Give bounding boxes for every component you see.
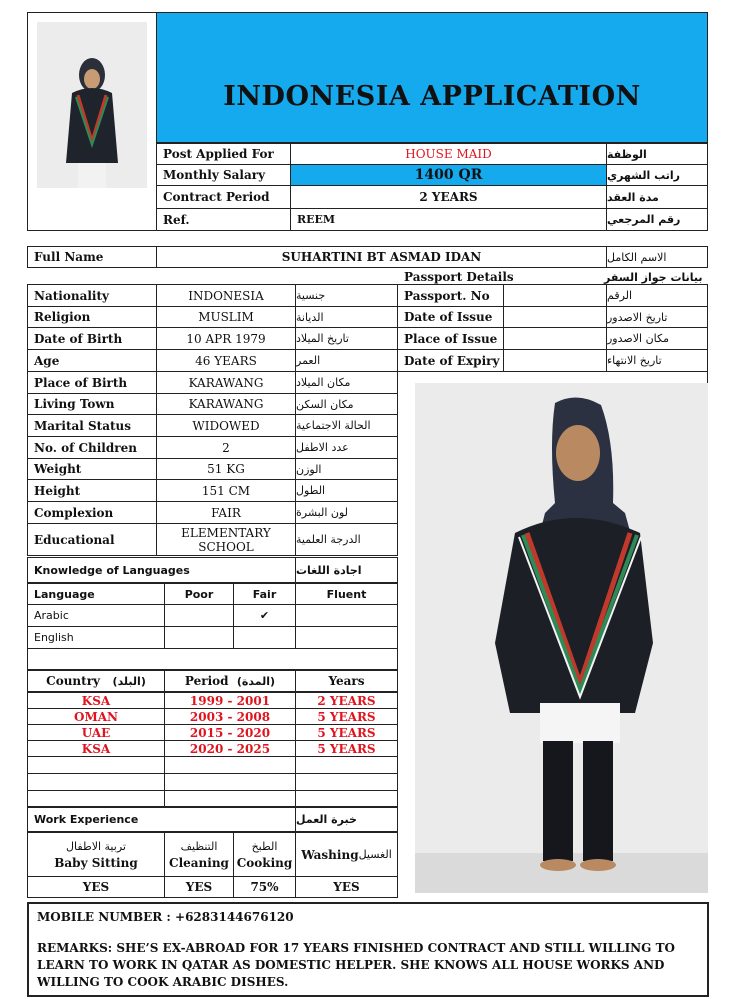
passport-label: Date of Expiry — [397, 349, 504, 372]
language-name: English — [27, 626, 165, 649]
personal-value: KARAWANG — [156, 371, 296, 394]
exp-country: KSA — [27, 692, 165, 709]
exp-years: 2 YEARS — [295, 692, 398, 709]
full-name-label-ar: الاسم الكامل — [606, 246, 708, 268]
photo-frame-large — [415, 383, 708, 893]
skill-header — [233, 832, 296, 877]
passport-label-ar: مكان الاصدور — [606, 327, 708, 350]
personal-label-ar: الديانة — [295, 306, 398, 328]
skill-value: YES — [164, 876, 234, 898]
personal-value: 151 CM — [156, 479, 296, 502]
exp-empty-cell — [164, 756, 296, 774]
fluent-cell — [295, 626, 398, 649]
personal-value: 51 KG — [156, 458, 296, 480]
personal-value: 46 YEARS — [156, 349, 296, 372]
personal-label: Weight — [27, 458, 157, 480]
personal-label: No. of Children — [27, 436, 157, 459]
personal-value: FAIR — [156, 501, 296, 524]
exp-period: 2020 - 2025 — [164, 740, 296, 757]
personal-label-ar: مكان الميلاد — [295, 371, 398, 394]
passport-label: Date of Issue — [397, 306, 504, 328]
skill-value: 75% — [233, 876, 296, 898]
skill-label: Washing — [301, 847, 359, 862]
personal-label: Age — [27, 349, 157, 372]
personal-value: ELEMENTARY SCHOOL — [156, 523, 296, 556]
fair-cell — [233, 626, 296, 649]
contract-label-ar: مدة العقد — [606, 185, 708, 209]
passport-label: Passport. No — [397, 284, 504, 307]
exp-empty-cell — [295, 756, 398, 774]
full-name-value: SUHARTINI BT ASMAD IDAN — [156, 246, 607, 268]
personal-label: Date of Birth — [27, 327, 157, 350]
language-col-header: Language — [27, 583, 165, 605]
personal-value: 2 — [156, 436, 296, 459]
contract-value: 2 YEARS — [290, 185, 607, 209]
personal-value: KARAWANG — [156, 393, 296, 415]
passport-value — [503, 306, 607, 328]
period-col-label-ar: (المدة) — [236, 674, 276, 688]
salary-value: 1400 QR — [290, 164, 607, 186]
personal-value: WIDOWED — [156, 414, 296, 437]
exp-empty-cell — [27, 756, 165, 774]
remarks: REMARKS: SHE’S EX-ABROAD FOR 17 YEARS FINISHED CONTRACT AND STILL WILLING TO LEARN TO WORK IN QATAR AS DOMESTIC HELPER. SHE KNOWS ALL HOUSE WORKS AND WILLING TO COOK ARABIC DISHES. — [37, 941, 675, 989]
photo-frame-small — [27, 12, 157, 231]
fluent-col-header: Fluent — [295, 583, 398, 605]
fluent-cell — [295, 604, 398, 627]
exp-years: 5 YEARS — [295, 708, 398, 725]
passport-heading-ar: بيانات جواز السفر — [604, 270, 703, 284]
period-col-label: Period — [184, 674, 229, 688]
skill-value: YES — [295, 876, 398, 898]
work-heading-ar: خبرة العمل — [295, 806, 398, 832]
ref-label: Ref. — [156, 208, 291, 231]
post-label: Post Applied For — [156, 143, 291, 165]
personal-value: 10 APR 1979 — [156, 327, 296, 350]
fair-col-header: Fair — [233, 583, 296, 605]
years-col-header: Years — [295, 670, 398, 692]
personal-value: MUSLIM — [156, 306, 296, 328]
languages-heading-ar: اجادة اللغات — [295, 557, 398, 583]
languages-heading: Knowledge of Languages — [27, 557, 296, 583]
exp-country: OMAN — [27, 708, 165, 725]
passport-label-ar: الرقم — [606, 284, 708, 307]
skill-label: Baby Sitting — [54, 855, 138, 870]
personal-label: Place of Birth — [27, 371, 157, 394]
personal-label: Educational — [27, 523, 157, 556]
personal-label-ar: الحالة الاجتماعية — [295, 414, 398, 437]
ref-value: REEM — [290, 208, 607, 231]
post-value: HOUSE MAID — [290, 143, 607, 165]
personal-value: INDONESIA — [156, 284, 296, 307]
language-name: Arabic — [27, 604, 165, 627]
passport-value — [503, 327, 607, 350]
exp-period: 2003 - 2008 — [164, 708, 296, 725]
passport-value — [503, 284, 607, 307]
skill-label-ar: التنظيف — [180, 839, 218, 853]
passport-value — [503, 349, 607, 372]
poor-cell — [164, 626, 234, 649]
salary-label: Monthly Salary — [156, 164, 291, 186]
personal-label-ar: لون البشرة — [295, 501, 398, 524]
exp-years: 5 YEARS — [295, 724, 398, 741]
passport-label: Place of Issue — [397, 327, 504, 350]
exp-empty-cell — [295, 773, 398, 791]
passport-heading: Passport Details — [404, 270, 514, 284]
exp-country: KSA — [27, 740, 165, 757]
period-col-header — [164, 670, 296, 692]
personal-label-ar: مكان السكن — [295, 393, 398, 415]
applicant-photo-small — [28, 13, 156, 230]
country-col-header — [27, 670, 165, 692]
exp-period: 2015 - 2020 — [164, 724, 296, 741]
personal-label-ar: الوزن — [295, 458, 398, 480]
skill-label-ar: تربية الاطفال — [66, 839, 126, 853]
personal-label-ar: الطول — [295, 479, 398, 502]
contract-label: Contract Period — [156, 185, 291, 209]
skill-label: Cleaning — [169, 855, 229, 870]
salary-label-ar: راتب الشهري — [606, 164, 708, 186]
mobile-number: MOBILE NUMBER : +6283144676120 — [37, 910, 294, 924]
exp-empty-cell — [27, 773, 165, 791]
skill-header — [27, 832, 165, 877]
personal-label: Living Town — [27, 393, 157, 415]
applicant-photo-large — [415, 383, 708, 893]
exp-years: 5 YEARS — [295, 740, 398, 757]
skill-label-ar: الغسيل — [358, 848, 392, 861]
poor-cell — [164, 604, 234, 627]
personal-label: Marital Status — [27, 414, 157, 437]
personal-label: Complexion — [27, 501, 157, 524]
personal-label: Religion — [27, 306, 157, 328]
skill-header — [295, 832, 398, 877]
poor-col-header: Poor — [164, 583, 234, 605]
passport-label-ar: تاريخ الاصدور — [606, 306, 708, 328]
passport-label-ar: تاريخ الانتهاء — [606, 349, 708, 372]
page-title: INDONESIA APPLICATION — [223, 81, 641, 112]
work-heading: Work Experience — [27, 806, 296, 832]
skill-value: YES — [27, 876, 165, 898]
country-col-label: Country — [46, 674, 100, 688]
personal-label: Height — [27, 479, 157, 502]
ref-label-ar: رقم المرجعي — [606, 208, 708, 231]
skill-header — [164, 832, 234, 877]
skill-label-ar: الطبخ — [251, 839, 278, 853]
personal-label-ar: عدد الاطفل — [295, 436, 398, 459]
skill-label: Cooking — [236, 855, 293, 870]
exp-country: UAE — [27, 724, 165, 741]
personal-label-ar: تاريخ الميلاد — [295, 327, 398, 350]
footer-box — [27, 902, 709, 997]
personal-label: Nationality — [27, 284, 157, 307]
personal-label-ar: الدرجة العلمية — [295, 523, 398, 556]
full-name-label: Full Name — [27, 246, 157, 268]
personal-label-ar: العمر — [295, 349, 398, 372]
exp-period: 1999 - 2001 — [164, 692, 296, 709]
title-banner — [156, 12, 708, 143]
fair-cell: ✔ — [233, 604, 296, 627]
post-label-ar: الوظفة — [606, 143, 708, 165]
exp-empty-cell — [164, 773, 296, 791]
personal-label-ar: جنسية — [295, 284, 398, 307]
country-col-label-ar: (البلد) — [112, 674, 146, 688]
